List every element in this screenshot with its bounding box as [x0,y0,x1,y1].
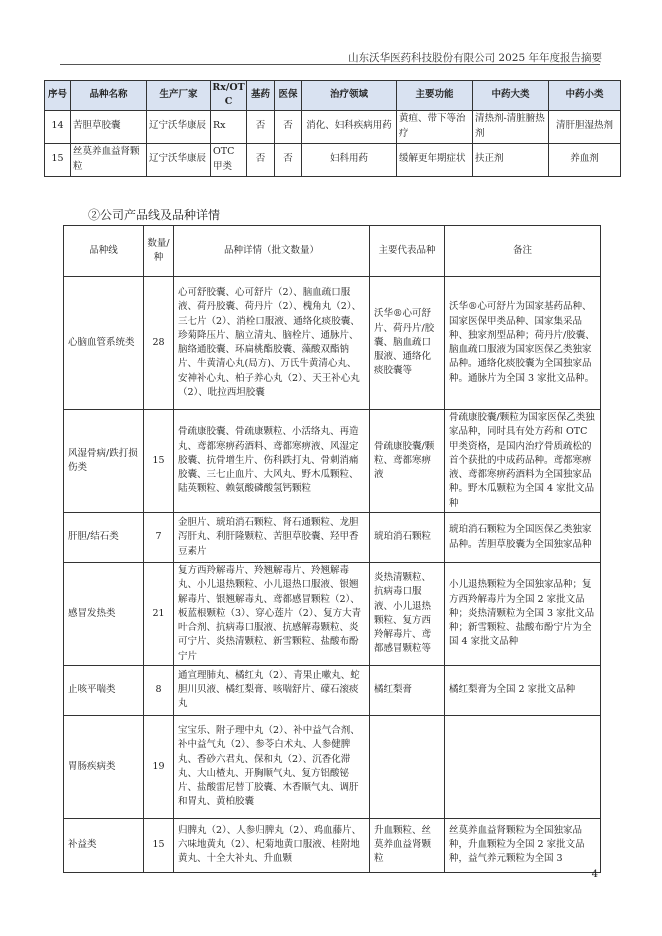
cell-representative: 炎热清颗粒、抗病毒口服液、小儿退热颗粒、复方西羚解毒片、鸢都感冒颗粒等 [370,563,445,666]
col-header-insurance: 医保 [275,81,302,111]
cell-tcm-minor-class: 清肝胆湿热剂 [549,110,621,143]
cell-therapy-area: 妇科用药 [302,143,397,176]
cell-details: 骨疏康胶囊、骨疏康颗粒、小活络丸、再造丸、鸢都寒痹药酒料、鸢都寒痹液、风湿定胶囊、抗骨增生片、伤科跌打丸、骨刺消痛胶囊、三七止血片、大风丸、野木瓜颗粒、陆英颗粒、赖氨酸磷酸氢钙颗粒 [174,410,370,513]
col-header-product-name: 品种名称 [71,81,147,111]
table1-header-row [45,81,621,111]
table-row [64,277,601,410]
report-header-title: 山东沃华医药科技股份有限公司 2025 年年度报告摘要 [348,52,602,64]
cell-representative: 琥珀消石颗粒 [370,513,445,563]
cell-tcm-major-class: 扶正剂 [473,143,549,176]
cell-details: 金胆片、琥珀消石颗粒、肾石通颗粒、龙胆泻肝丸、利肝隆颗粒、苦胆草胶囊、羟甲香豆素片 [174,513,370,563]
col-header-details: 品种详情（批文数量） [174,226,370,277]
col-header-representative: 主要代表品种 [370,226,445,277]
cell-product-name: 丝莫养血益肾颗粒 [71,143,147,176]
table-row [64,665,601,715]
cell-count: 8 [144,665,174,715]
cell-insurance: 否 [275,110,302,143]
cell-count: 19 [144,715,174,818]
cell-index: 15 [45,143,71,176]
cell-insurance: 否 [275,143,302,176]
col-header-count: 数量/种 [144,226,174,277]
table-row [64,818,601,872]
col-header-remarks: 备注 [445,226,601,277]
cell-rx-otc: Rx [211,110,247,143]
cell-details: 宝宝乐、附子理中丸（2）、补中益气合剂、补中益气丸（2）、参苓白术丸、人参健脾丸、香砂六君丸、保和丸（2）、沉香化滞丸、大山楂丸、开胸顺气丸、复方铝酸铋片、盐酸雷尼替丁胶囊、木香顺气丸、调肝和胃丸、黄柏胶囊 [174,715,370,818]
table-row [64,513,601,563]
cell-representative: 橘红梨膏 [370,665,445,715]
cell-remarks: 骨疏康胶囊/颗粒为国家医保乙类独家品种，同时具有处方药和 OTC 甲类资格，是国内治疗骨质疏松的首个获批的中成药品种。鸢都寒痹液、鸢都寒痹药酒料为全国独家品种。野木瓜颗粒为全国 4 家批文品种 [445,410,601,513]
cell-therapy-area: 消化、妇科疾病用药 [302,110,397,143]
cell-product-line: 感冒发热类 [64,563,144,666]
cell-count: 15 [144,410,174,513]
product-info-table [44,80,621,177]
col-header-therapy-area: 治疗领域 [302,81,397,111]
cell-rx-otc: OTC 甲类 [211,143,247,176]
cell-count: 7 [144,513,174,563]
cell-product-name: 苦胆草胶囊 [71,110,147,143]
header-divider [60,64,600,65]
col-header-manufacturer: 生产厂家 [147,81,211,111]
cell-remarks: 橘红梨膏为全国 2 家批文品种 [445,665,601,715]
table-row [64,563,601,666]
col-header-essential-drug: 基药 [247,81,275,111]
cell-main-function: 缓解更年期症状 [397,143,473,176]
cell-count: 28 [144,277,174,410]
cell-representative: 骨疏康胶囊/颗粒、鸢都寒痹液 [370,410,445,513]
cell-details: 复方西羚解毒片、羚翘解毒片、羚翘解毒丸、小儿退热颗粒、小儿退热口服液、银翘解毒片、银翘解毒丸、鸢都感冒颗粒（2）、板蓝根颗粒（3）、穿心莲片（2）、复方大青叶合剂、抗病毒口服液、抗感解毒颗粒、炎可宁片、炎热清颗粒、新雪颗粒、盐酸布酚宁片 [174,563,370,666]
cell-details: 归脾丸（2）、人参归脾丸（2）、鸡血藤片、六味地黄丸（2）、杞菊地黄口服液、桂附地黄丸、十全大补丸、升血颗 [174,818,370,872]
product-line-table [63,225,601,873]
cell-product-line: 肝胆/结石类 [64,513,144,563]
cell-product-line: 胃肠疾病类 [64,715,144,818]
cell-main-function: 黄疸、带下等治疗 [397,110,473,143]
cell-essential-drug: 否 [247,110,275,143]
cell-manufacturer: 辽宁沃华康辰 [147,143,211,176]
cell-tcm-major-class: 清热剂-清脏腑热剂 [473,110,549,143]
cell-index: 14 [45,110,71,143]
table-row [45,143,621,176]
cell-product-line: 风湿骨病/跌打损伤类 [64,410,144,513]
cell-remarks [445,715,601,818]
table-row [64,410,601,513]
cell-essential-drug: 否 [247,143,275,176]
cell-details: 心可舒胶囊、心可舒片（2）、脑血疏口服液、荷丹胶囊、荷丹片（2）、槐角丸（2）、三七片（2）、消栓口服液、通络化痰胶囊、珍菊降压片、脑立清丸、脑栓片、通脉片、脑络通胶囊、环扁桃酯胶囊、藻酸双酯钠片、牛黄清心丸(局方)、万氏牛黄清心丸、安神补心丸、柏子养心丸（2）、天王补心丸（2）、吡拉西坦胶囊 [174,277,370,410]
col-header-product-line: 品种线 [64,226,144,277]
table2-header-row [64,226,601,277]
col-header-tcm-major-class: 中药大类 [473,81,549,111]
cell-remarks: 丝莫养血益肾颗粒为全国独家品种，升血颗粒为全国 2 家批文品种，益气养元颗粒为全国 3 [445,818,601,872]
cell-product-line: 心脑血管系统类 [64,277,144,410]
col-header-index: 序号 [45,81,71,111]
cell-remarks: 小儿退热颗粒为全国独家品种；复方西羚解毒片为全国 2 家批文品种；炎热清颗粒为全国 3 家批文品种；新雪颗粒、盐酸布酚宁片为全国 4 家批文品种 [445,563,601,666]
cell-representative: 升血颗粒、丝莫养血益肾颗粒 [370,818,445,872]
section-title: ②公司产品线及品种详情 [88,208,221,222]
table-row [45,110,621,143]
cell-representative [370,715,445,818]
cell-representative: 沃华®心可舒片、荷丹片/胶囊、脑血疏口服液、通络化痰胶囊等 [370,277,445,410]
col-header-main-function: 主要功能 [397,81,473,111]
cell-details: 通宣理肺丸、橘红丸（2）、青果止嗽丸、蛇胆川贝液、橘红梨膏、咳喘舒片、礞石滚痰丸 [174,665,370,715]
col-header-tcm-minor-class: 中药小类 [549,81,621,111]
cell-product-line: 止咳平喘类 [64,665,144,715]
table-row [64,715,601,818]
cell-manufacturer: 辽宁沃华康辰 [147,110,211,143]
cell-tcm-minor-class: 养血剂 [549,143,621,176]
cell-remarks: 琥珀消石颗粒为全国医保乙类独家品种。苦胆草胶囊为全国独家品种 [445,513,601,563]
col-header-rx-otc: Rx/OTC [211,81,247,111]
cell-count: 21 [144,563,174,666]
cell-product-line: 补益类 [64,818,144,872]
page-number: 4 [591,869,598,880]
cell-remarks: 沃华®心可舒片为国家基药品种、国家医保甲类品种、国家集采品种、独家剂型品种；荷丹片/胶囊、脑血疏口服液为国家医保乙类独家品种。通络化痰胶囊为全国独家品种。通脉片为全国 3 家批文品种。 [445,277,601,410]
cell-count: 15 [144,818,174,872]
